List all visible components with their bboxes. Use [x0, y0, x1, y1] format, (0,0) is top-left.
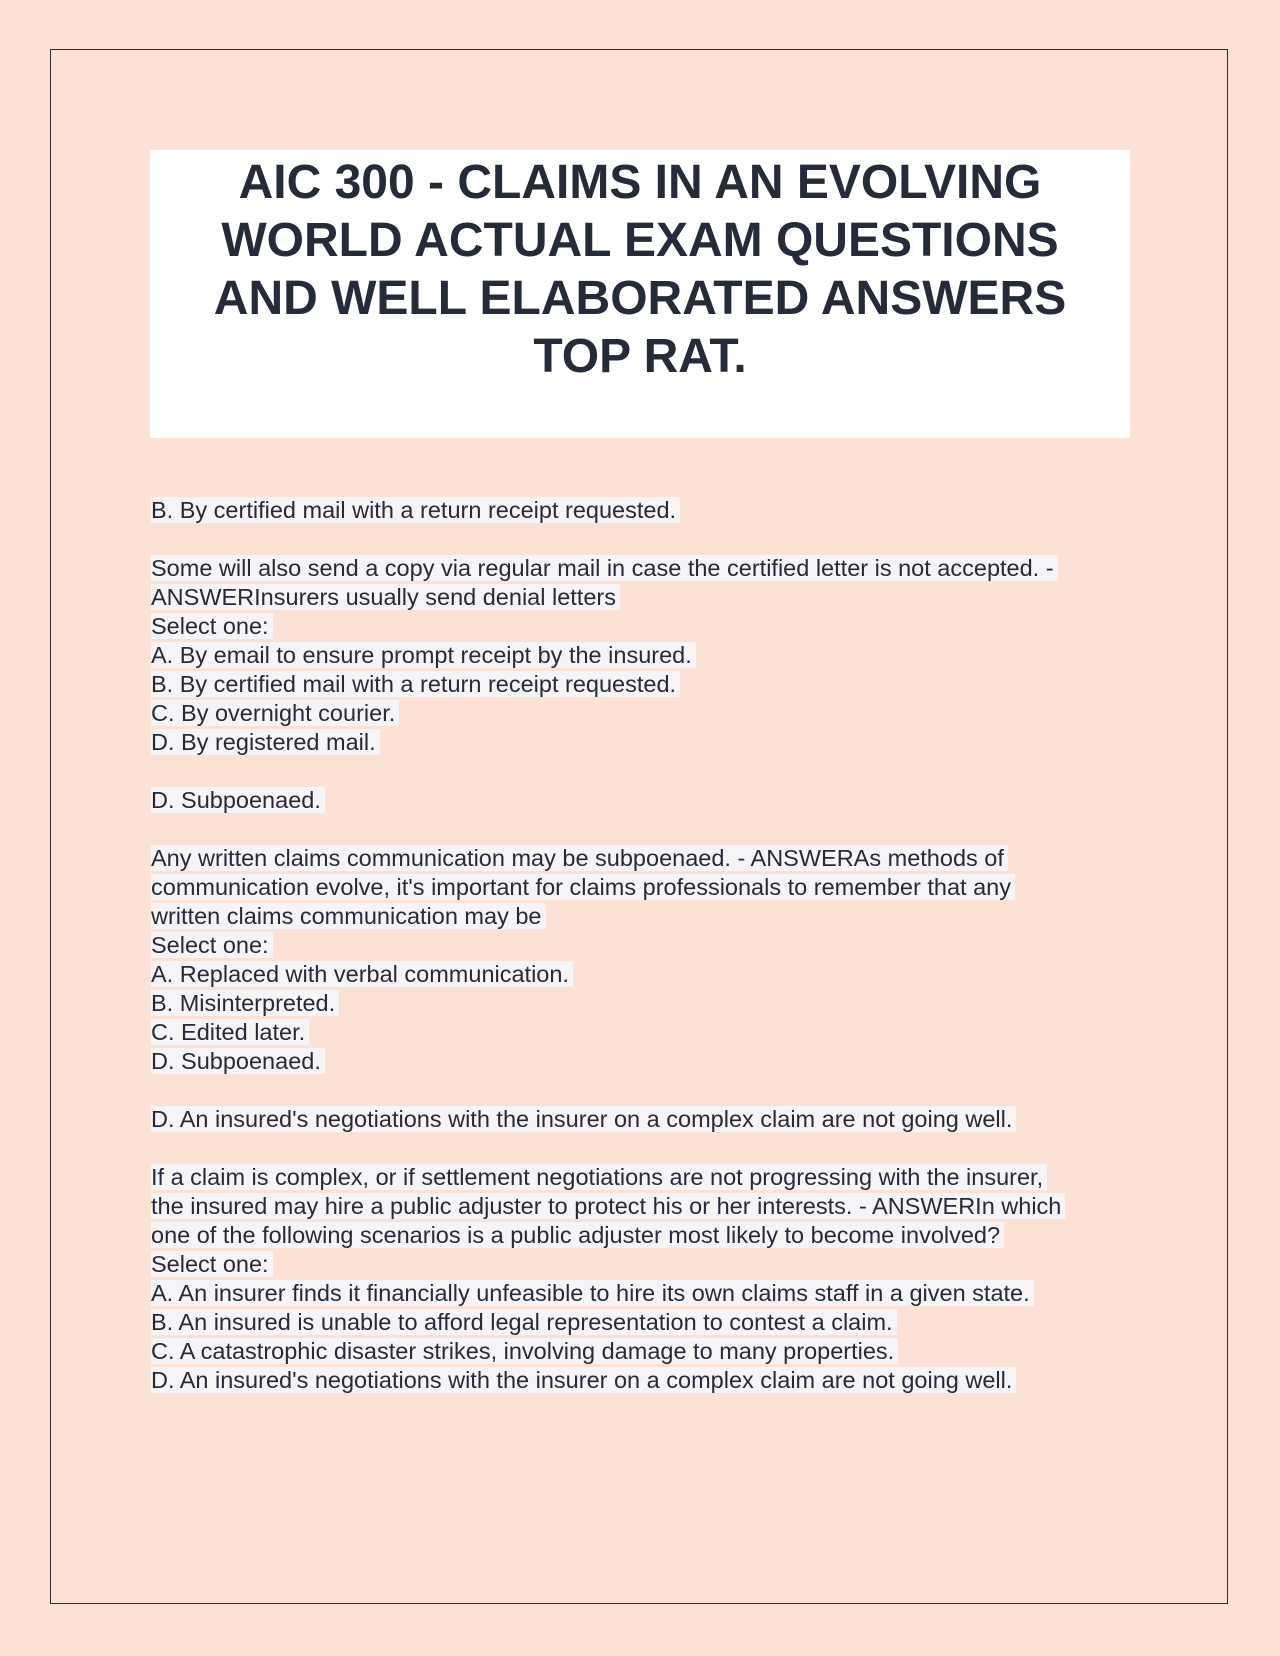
option-text: D. By registered mail.	[151, 729, 380, 755]
explanation-text: ANSWERInsurers usually send denial letters	[151, 584, 620, 610]
select-label	[151, 1250, 1141, 1279]
explanation-line	[151, 1192, 1141, 1221]
spacer	[151, 757, 1141, 786]
title-line: AND WELL ELABORATED ANSWERS	[213, 272, 1067, 325]
document-title	[150, 154, 1130, 386]
explanation-line	[151, 1163, 1141, 1192]
option-text: D. Subpoenaed.	[151, 1048, 325, 1074]
answer-text: B. By certified mail with a return receipt requested.	[151, 497, 680, 523]
option-line	[151, 1018, 1141, 1047]
spacer	[151, 1076, 1141, 1105]
spacer	[151, 525, 1141, 554]
answer-line	[151, 496, 1141, 525]
answer-text: D. Subpoenaed.	[151, 787, 325, 813]
explanation-text: If a claim is complex, or if settlement negotiations are not progressing with the insurer,	[151, 1164, 1047, 1190]
option-line	[151, 989, 1141, 1018]
qa-block	[151, 496, 1141, 757]
spacer	[151, 815, 1141, 844]
explanation-line	[151, 583, 1141, 612]
option-text: B. By certified mail with a return receipt requested.	[151, 671, 680, 697]
option-text: B. Misinterpreted.	[151, 990, 339, 1016]
explanation-text: one of the following scenarios is a public adjuster most likely to become involved?	[151, 1222, 1004, 1248]
answer-line	[151, 786, 1141, 815]
option-text: A. An insurer finds it financially unfeasible to hire its own claims staff in a given state.	[151, 1280, 1034, 1306]
option-text: A. By email to ensure prompt receipt by the insured.	[151, 642, 696, 668]
option-line	[151, 641, 1141, 670]
explanation-line	[151, 554, 1141, 583]
spacer	[151, 1134, 1141, 1163]
title-line: AIC 300 - CLAIMS IN AN EVOLVING	[238, 156, 1042, 209]
option-text: C. Edited later.	[151, 1019, 309, 1045]
select-label-text: Select one:	[151, 932, 273, 958]
title-box	[150, 150, 1130, 438]
explanation-line	[151, 902, 1141, 931]
option-line	[151, 1366, 1141, 1395]
explanation-text: the insured may hire a public adjuster to protect his or her interests. - ANSWERIn which	[151, 1193, 1065, 1219]
option-text: C. By overnight courier.	[151, 700, 399, 726]
explanation-text: Any written claims communication may be subpoenaed. - ANSWERAs methods of	[151, 845, 1008, 871]
qa-block	[151, 1105, 1141, 1395]
select-label	[151, 612, 1141, 641]
select-label	[151, 931, 1141, 960]
qa-block	[151, 786, 1141, 1076]
answer-line	[151, 1105, 1141, 1134]
option-line	[151, 1047, 1141, 1076]
explanation-line	[151, 1221, 1141, 1250]
option-line	[151, 699, 1141, 728]
explanation-line	[151, 873, 1141, 902]
title-line: WORLD ACTUAL EXAM QUESTIONS	[221, 214, 1059, 267]
option-text: B. An insured is unable to afford legal representation to contest a claim.	[151, 1309, 897, 1335]
title-line: TOP RAT.	[533, 330, 747, 383]
explanation-text: Some will also send a copy via regular mail in case the certified letter is not accepted. -	[151, 555, 1058, 581]
explanation-line	[151, 844, 1141, 873]
option-line	[151, 728, 1141, 757]
answer-text: D. An insured's negotiations with the insurer on a complex claim are not going well.	[151, 1106, 1016, 1132]
option-text: D. An insured's negotiations with the insurer on a complex claim are not going well.	[151, 1367, 1016, 1393]
option-text: C. A catastrophic disaster strikes, involving damage to many properties.	[151, 1338, 898, 1364]
option-line	[151, 670, 1141, 699]
option-text: A. Replaced with verbal communication.	[151, 961, 573, 987]
option-line	[151, 960, 1141, 989]
explanation-text: written claims communication may be	[151, 903, 546, 929]
option-line	[151, 1308, 1141, 1337]
option-line	[151, 1337, 1141, 1366]
document-body	[151, 496, 1141, 1395]
option-line	[151, 1279, 1141, 1308]
explanation-text: communication evolve, it's important for claims professionals to remember that any	[151, 874, 1015, 900]
select-label-text: Select one:	[151, 613, 273, 639]
select-label-text: Select one:	[151, 1251, 273, 1277]
